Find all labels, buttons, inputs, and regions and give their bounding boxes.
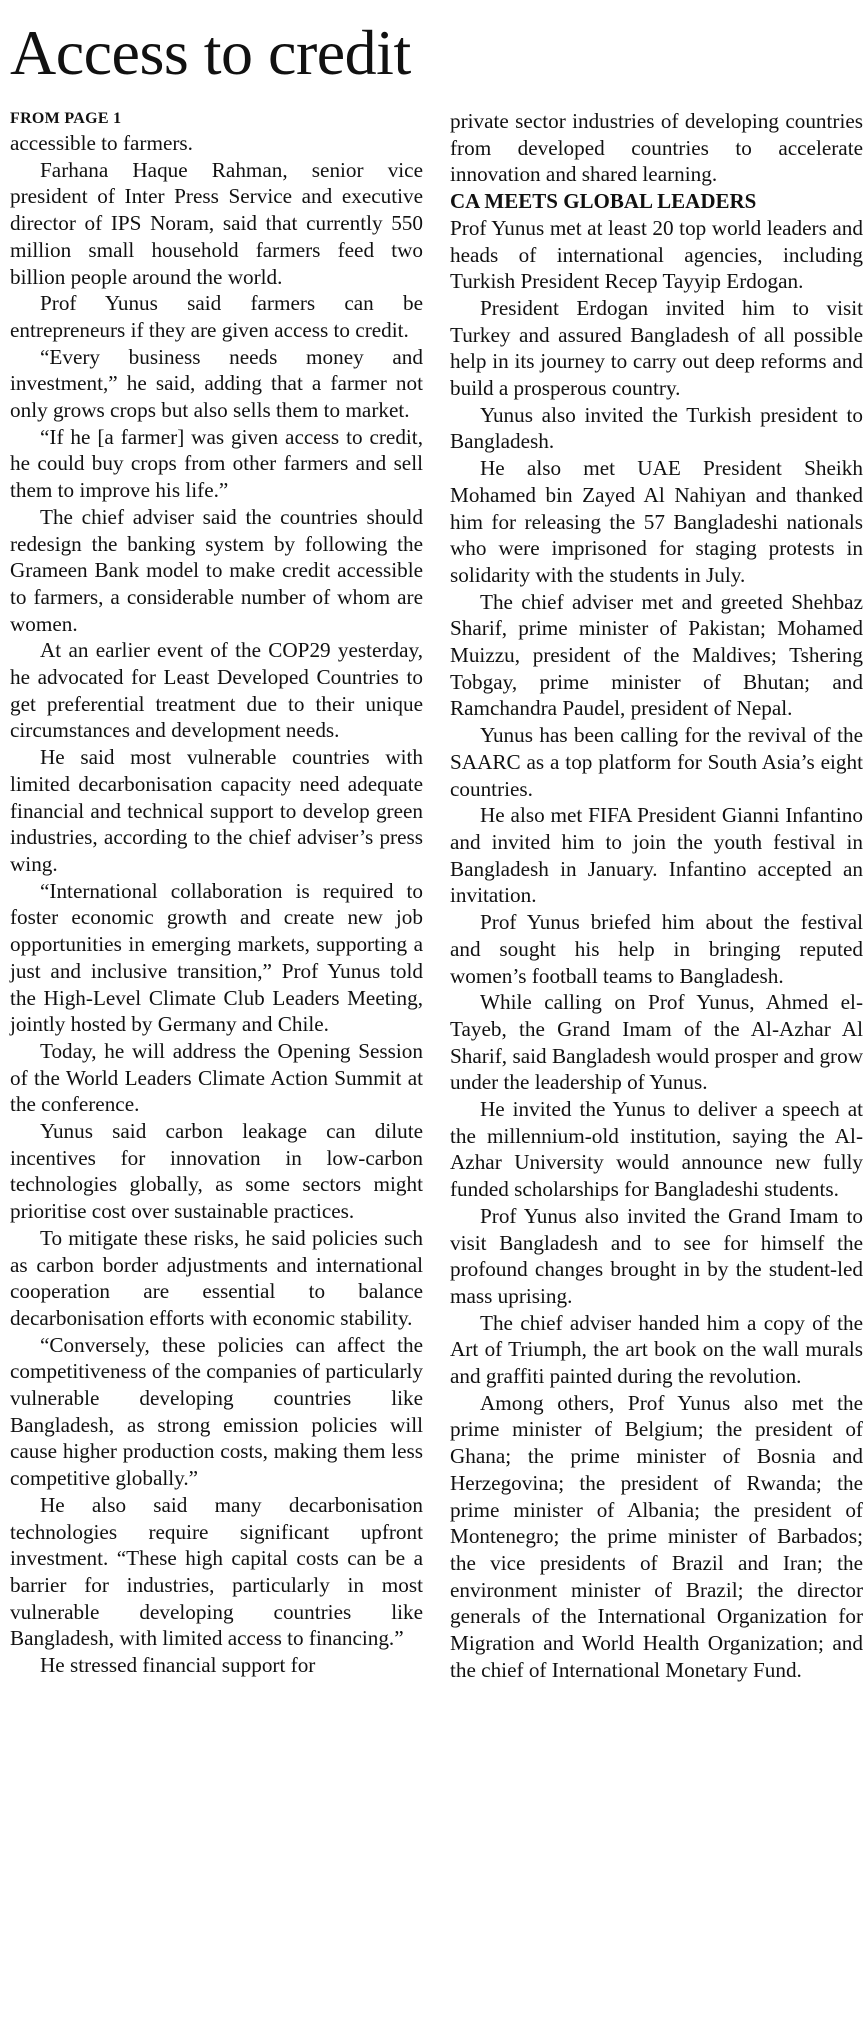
- right-paragraphs: [450, 215, 863, 1684]
- paragraph: The chief adviser handed him a copy of the Art of Triumph, the art book on the wall murals and graffiti painted during the revolution.: [450, 1310, 863, 1389]
- paragraph: While calling on Prof Yunus, Ahmed el-Tayeb, the Grand Imam of the Al-Azhar Al Sharif, said Bangladesh would prosper and grow under the leadership of Yunus.: [450, 990, 863, 1095]
- paragraph: accessible to farmers.: [10, 131, 193, 155]
- paragraph: He also said many decarbonisation technologies require significant upfront investment. “These high capital costs can be a barrier for industries, particularly in most vulnerable developing countries like Bangladesh, with limited access to financing.”: [10, 1492, 423, 1651]
- paragraph: Prof Yunus said farmers can be entrepreneurs if they are given access to credit.: [10, 291, 423, 342]
- paragraph: He also met FIFA President Gianni Infantino and invited him to join the youth festival in Bangladesh in January. Infantino accepted an invitation.: [450, 803, 863, 908]
- paragraph: Prof Yunus also invited the Grand Imam to visit Bangladesh and to see for himself the profound changes brought in by the student-led mass uprising.: [450, 1203, 863, 1308]
- paragraph: The chief adviser said the countries should redesign the banking system by following the Grameen Bank model to make credit accessible to farmers, a considerable number of whom are women.: [10, 504, 423, 636]
- paragraph: Yunus has been calling for the revival of the SAARC as a top platform for South Asia’s eight countries.: [450, 723, 863, 801]
- paragraph: The chief adviser met and greeted Shehbaz Sharif, prime minister of Pakistan; Mohamed Muizzu, president of the Maldives; Tshering Tobgay, prime minister of Bhutan; and Ramchandra Paudel, president of Nepal.: [450, 589, 863, 721]
- paragraph: Yunus said carbon leakage can dilute incentives for innovation in low-carbon technologies globally, as some sectors might prioritise cost over sustainable practices.: [10, 1119, 423, 1224]
- paragraph: He stressed financial support for: [40, 1653, 316, 1678]
- paragraph: private sector industries of developing countries from developed countries to accelerate innovation and shared learning.: [450, 109, 863, 187]
- right-column: [450, 108, 863, 1683]
- paragraph: Today, he will address the Opening Session of the World Leaders Climate Action Summit at the conference.: [10, 1038, 423, 1117]
- paragraph: He also met UAE President Sheikh Mohamed bin Zayed Al Nahiyan and thanked him for releasing the 57 Bangladeshi nationals who were imprisoned for staging protests in solidarity with the students in July.: [450, 456, 863, 587]
- paragraph: Yunus also invited the Turkish president to Bangladesh.: [450, 402, 863, 454]
- subhead: CA MEETS GLOBAL LEADERS: [450, 189, 757, 214]
- paragraph: To mitigate these risks, he said policies such as carbon border adjustments and international cooperation are essential to balance decarbonisation efforts with economic stability.: [10, 1225, 423, 1330]
- paragraph: “Conversely, these policies can affect the competitiveness of the companies of particularly vulnerable developing countries like Bangladesh, as strong emission policies will cause higher production costs, making them less competitive globally.”: [10, 1332, 423, 1491]
- paragraph: At an earlier event of the COP29 yesterday, he advocated for Least Developed Countries to get preferential treatment due to their unique circumstances and development needs.: [10, 638, 423, 743]
- paragraph: “Every business needs money and investment,” he said, adding that a farmer not only grows crops but also sells them to market.: [10, 344, 423, 423]
- paragraph: President Erdogan invited him to visit Turkey and assured Bangladesh of all possible help in its journey to carry out deep reforms and build a prosperous country.: [450, 295, 863, 401]
- paragraph: Among others, Prof Yunus also met the prime minister of Belgium; the president of Ghana; the prime minister of Bosnia and Herzegovina; the president of Rwanda; the prime minister of Albania; the president of Montenegro; the prime minister of Barbados; the vice presidents of Brazil and Iran; the environment minister of Brazil; the director generals of the International Organization for Migration and World Health Organization; and the chief of International Monetary Fund.: [450, 1390, 863, 1682]
- paragraph: “International collaboration is required to foster economic growth and create new job opportunities in emerging markets, supporting a just and inclusive transition,” Prof Yunus told the High-Level Climate Club Leaders Meeting, jointly hosted by Germany and Chile.: [10, 878, 423, 1037]
- paragraph: Farhana Haque Rahman, senior vice president of Inter Press Service and executive director of IPS Noram, said that currently 550 million small household farmers feed two billion people around the world.: [10, 157, 423, 289]
- paragraph: Prof Yunus briefed him about the festival and sought his help in bringing reputed women’s football teams to Bangladesh.: [450, 910, 863, 988]
- left-column: [10, 108, 423, 1679]
- paragraph: “If he [a farmer] was given access to credit, he could buy crops from other farmers and sell them to improve his life.”: [10, 424, 423, 503]
- paragraph: Prof Yunus met at least 20 top world leaders and heads of international agencies, including Turkish President Recep Tayyip Erdogan.: [450, 215, 863, 294]
- headline: Access to credit: [10, 17, 411, 88]
- right-top-paragraphs: [450, 108, 863, 188]
- kicker: FROM PAGE 1: [10, 110, 122, 127]
- paragraph: He said most vulnerable countries with limited decarbonisation capacity need adequate financial and technical support to develop green industries, according to the chief adviser’s press wing.: [10, 745, 423, 876]
- left-paragraphs: [10, 130, 423, 1679]
- paragraph: He invited the Yunus to deliver a speech at the millennium-old institution, saying the Al-Azhar University would announce new fully funded scholarships for Bangladeshi students.: [450, 1097, 863, 1202]
